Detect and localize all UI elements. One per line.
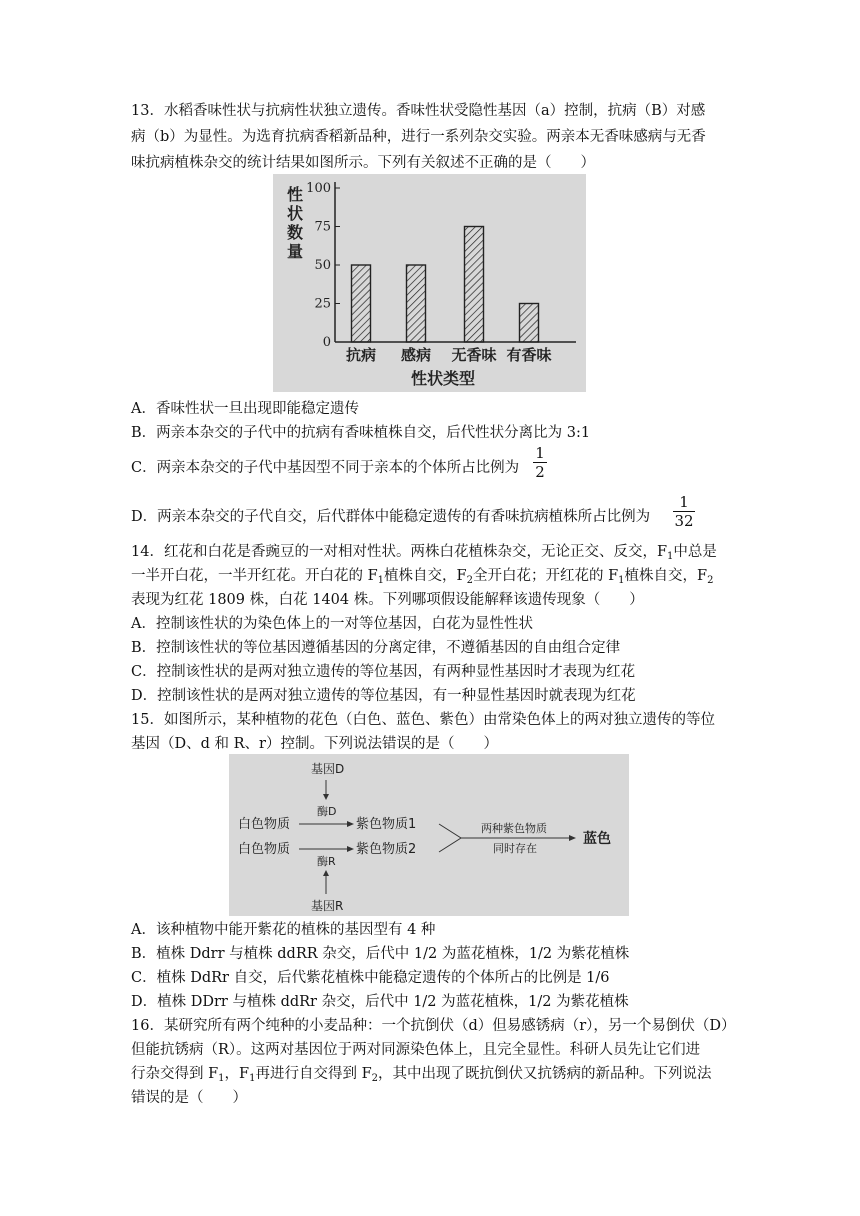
q13-option-a: A．香味性状一旦出现即能稳定遗传 [131,401,359,417]
q14-line1-text: 14．红花和白花是香豌豆的一对相对性状。两株白花植株杂交，无论正交、反交，F [131,544,668,560]
both-present-line1: 两种紫色物质 [481,822,547,835]
q16-line3-part: 再进行自交得到 F [255,1066,372,1082]
q16-stem-line3 [131,1063,731,1090]
fraction-denominator: 32 [674,512,694,530]
bar-chart-svg [273,174,586,392]
q15-stem-line1: 15．如图所示，某种植物的花色（白色、蓝色、紫色）由常染色体上的两对独立遗传的等位 [131,712,715,728]
y-axis-label-char: 状 [286,204,304,223]
y-tick-label: 50 [314,258,331,273]
subscript: 1 [377,575,385,586]
q13-option-d: D．两亲本杂交的子代自交，后代群体中能稳定遗传的有香味抗病植株所占比例为 [131,509,651,525]
y-axis-label-char: 量 [286,242,304,261]
subscript: 1 [249,1073,256,1084]
q15-option-c: C．植株 DdRr 自交，后代紫花植株中能稳定遗传的个体所占的比例是 1/6 [131,970,610,986]
y-tick-label: 0 [322,335,331,350]
y-tick-label: 100 [306,181,331,196]
blue-color-label: 蓝色 [583,831,611,847]
q13-option-d-fraction [673,493,695,530]
subscript: 1 [218,1073,225,1084]
q14-line2-part: 全开白花；开红花的 F [472,568,619,584]
bar-3 [465,227,484,343]
q13-stem-line1: 13．水稻香味性状与抗病性状独立遗传。香味性状受隐性基因（a）控制，抗病（B）对感 [131,103,706,119]
subscript: 2 [707,575,714,586]
subscript: 2 [371,1073,379,1084]
x-tick-label: 抗病 [345,346,377,364]
gene-r-label: 基因R [311,899,344,913]
x-axis-label: 性状类型 [410,369,476,388]
y-axis-label-char: 数 [286,223,304,242]
q16-stem-line4: 错误的是（ ） [131,1090,247,1106]
subscript: 2 [466,575,473,586]
q14-option-c: C．控制该性状的是两对独立遗传的等位基因，有两种显性基因时才表现为红花 [131,664,636,680]
q16-line3-part: 行杂交得到 F [131,1066,219,1082]
subscript: 1 [667,551,674,562]
q15-option-d: D．植株 DDrr 与植株 ddRr 杂交，后代中 1/2 为蓝花植株，1/2 为紫花植株 [131,994,629,1010]
q14-line2-part: 一半开白花，一半开红花。开白花的 F [131,568,378,584]
y-tick-label: 25 [314,296,331,312]
q14-line2-part: 植株自交，F [384,568,467,584]
y-axis-label-char: 性 [286,185,304,204]
arrowhead-icon [347,846,354,852]
purple-substance-1: 紫色物质1 [356,817,417,832]
q13-stem-line2: 病（b）为显性。为选育抗病香稻新品种，进行一系列杂交实验。两亲本无香味感病与无香 [131,129,706,145]
fraction-denominator: 2 [535,463,545,481]
q15-stem-line2: 基因（D、d 和 R、r）控制。下列说法错误的是（ ） [131,736,498,752]
x-tick-label: 无香味 [451,346,497,364]
white-substance-2: 白色物质 [238,842,291,857]
fraction-numerator: 1 [679,493,689,511]
q14-option-a: A．控制该性状的为染色体上的一对等位基因，白花为显性性状 [131,616,533,632]
q14-line1-tail: 中总是 [673,544,717,560]
both-present-line2: 同时存在 [493,842,537,855]
q13-option-b: B．两亲本杂交的子代中的抗病有香味植株自交，后代性状分离比为 3:1 [131,425,591,441]
q13-bar-chart [273,174,586,392]
q14-stem-line1 [131,541,731,568]
merge-bracket [439,824,461,852]
bar-1 [352,265,371,342]
purple-substance-2: 紫色物质2 [356,842,417,857]
q13-stem-line3: 味抗病植株杂交的统计结果如图所示。下列有关叙述不正确的是（ ） [131,155,595,171]
q16-stem-line1: 16．某研究所有两个纯种的小麦品种：一个抗倒伏（d）但易感锈病（r），另一个易倒伏（D） [131,1018,736,1034]
q14-line2-part: 植株自交，F [624,568,708,584]
arrowhead-icon [347,821,354,827]
q15-pathway-diagram [229,754,629,916]
q14-stem-line2 [131,565,731,592]
q14-option-d: D．控制该性状的是两对独立遗传的等位基因，有一种显性基因时就表现为红花 [131,688,636,704]
bar-2 [407,265,426,342]
q14-stem-line3: 表现为红花 1809 株，白花 1404 株。下列哪项假设能解释该遗传现象（ ） [131,592,644,608]
q13-option-c-fraction [533,444,547,481]
q16-stem-line2: 但能抗锈病（R）。这两对基因位于两对同源染色体上，且完全显性。科研人员先让它们进 [131,1042,701,1058]
enzyme-d-label: 酶D [317,805,337,818]
q15-option-b: B．植株 Ddrr 与植株 ddRR 杂交，后代中 1/2 为蓝花植株，1/2 为紫花植株 [131,946,630,962]
arrowhead-icon [323,794,329,800]
arrowhead-icon [569,835,576,841]
q15-option-a: A．该种植物中能开紫花的植株的基因型有 4 种 [131,922,436,938]
subscript: 1 [618,575,625,586]
q14-option-b: B．控制该性状的等位基因遵循基因的分离定律，不遵循基因的自由组合定律 [131,640,621,656]
y-tick-label: 75 [314,219,331,235]
q13-option-c: C．两亲本杂交的子代中基因型不同于亲本的个体所占比例为 [131,460,520,476]
white-substance-1: 白色物质 [238,817,291,832]
arrowhead-icon [323,870,329,876]
bar-4 [520,304,539,343]
q16-line3-part: ，F [224,1066,250,1082]
x-tick-label: 有香味 [506,346,552,364]
fraction-numerator: 1 [535,444,545,462]
pathway-diagram-svg [229,754,629,916]
x-tick-label: 感病 [400,346,432,364]
q16-line3-part: ，其中出现了既抗倒伏又抗锈病的新品种。下列说法 [378,1066,712,1082]
gene-d-label: 基因D [311,762,345,776]
enzyme-r-label: 酶R [317,855,336,868]
